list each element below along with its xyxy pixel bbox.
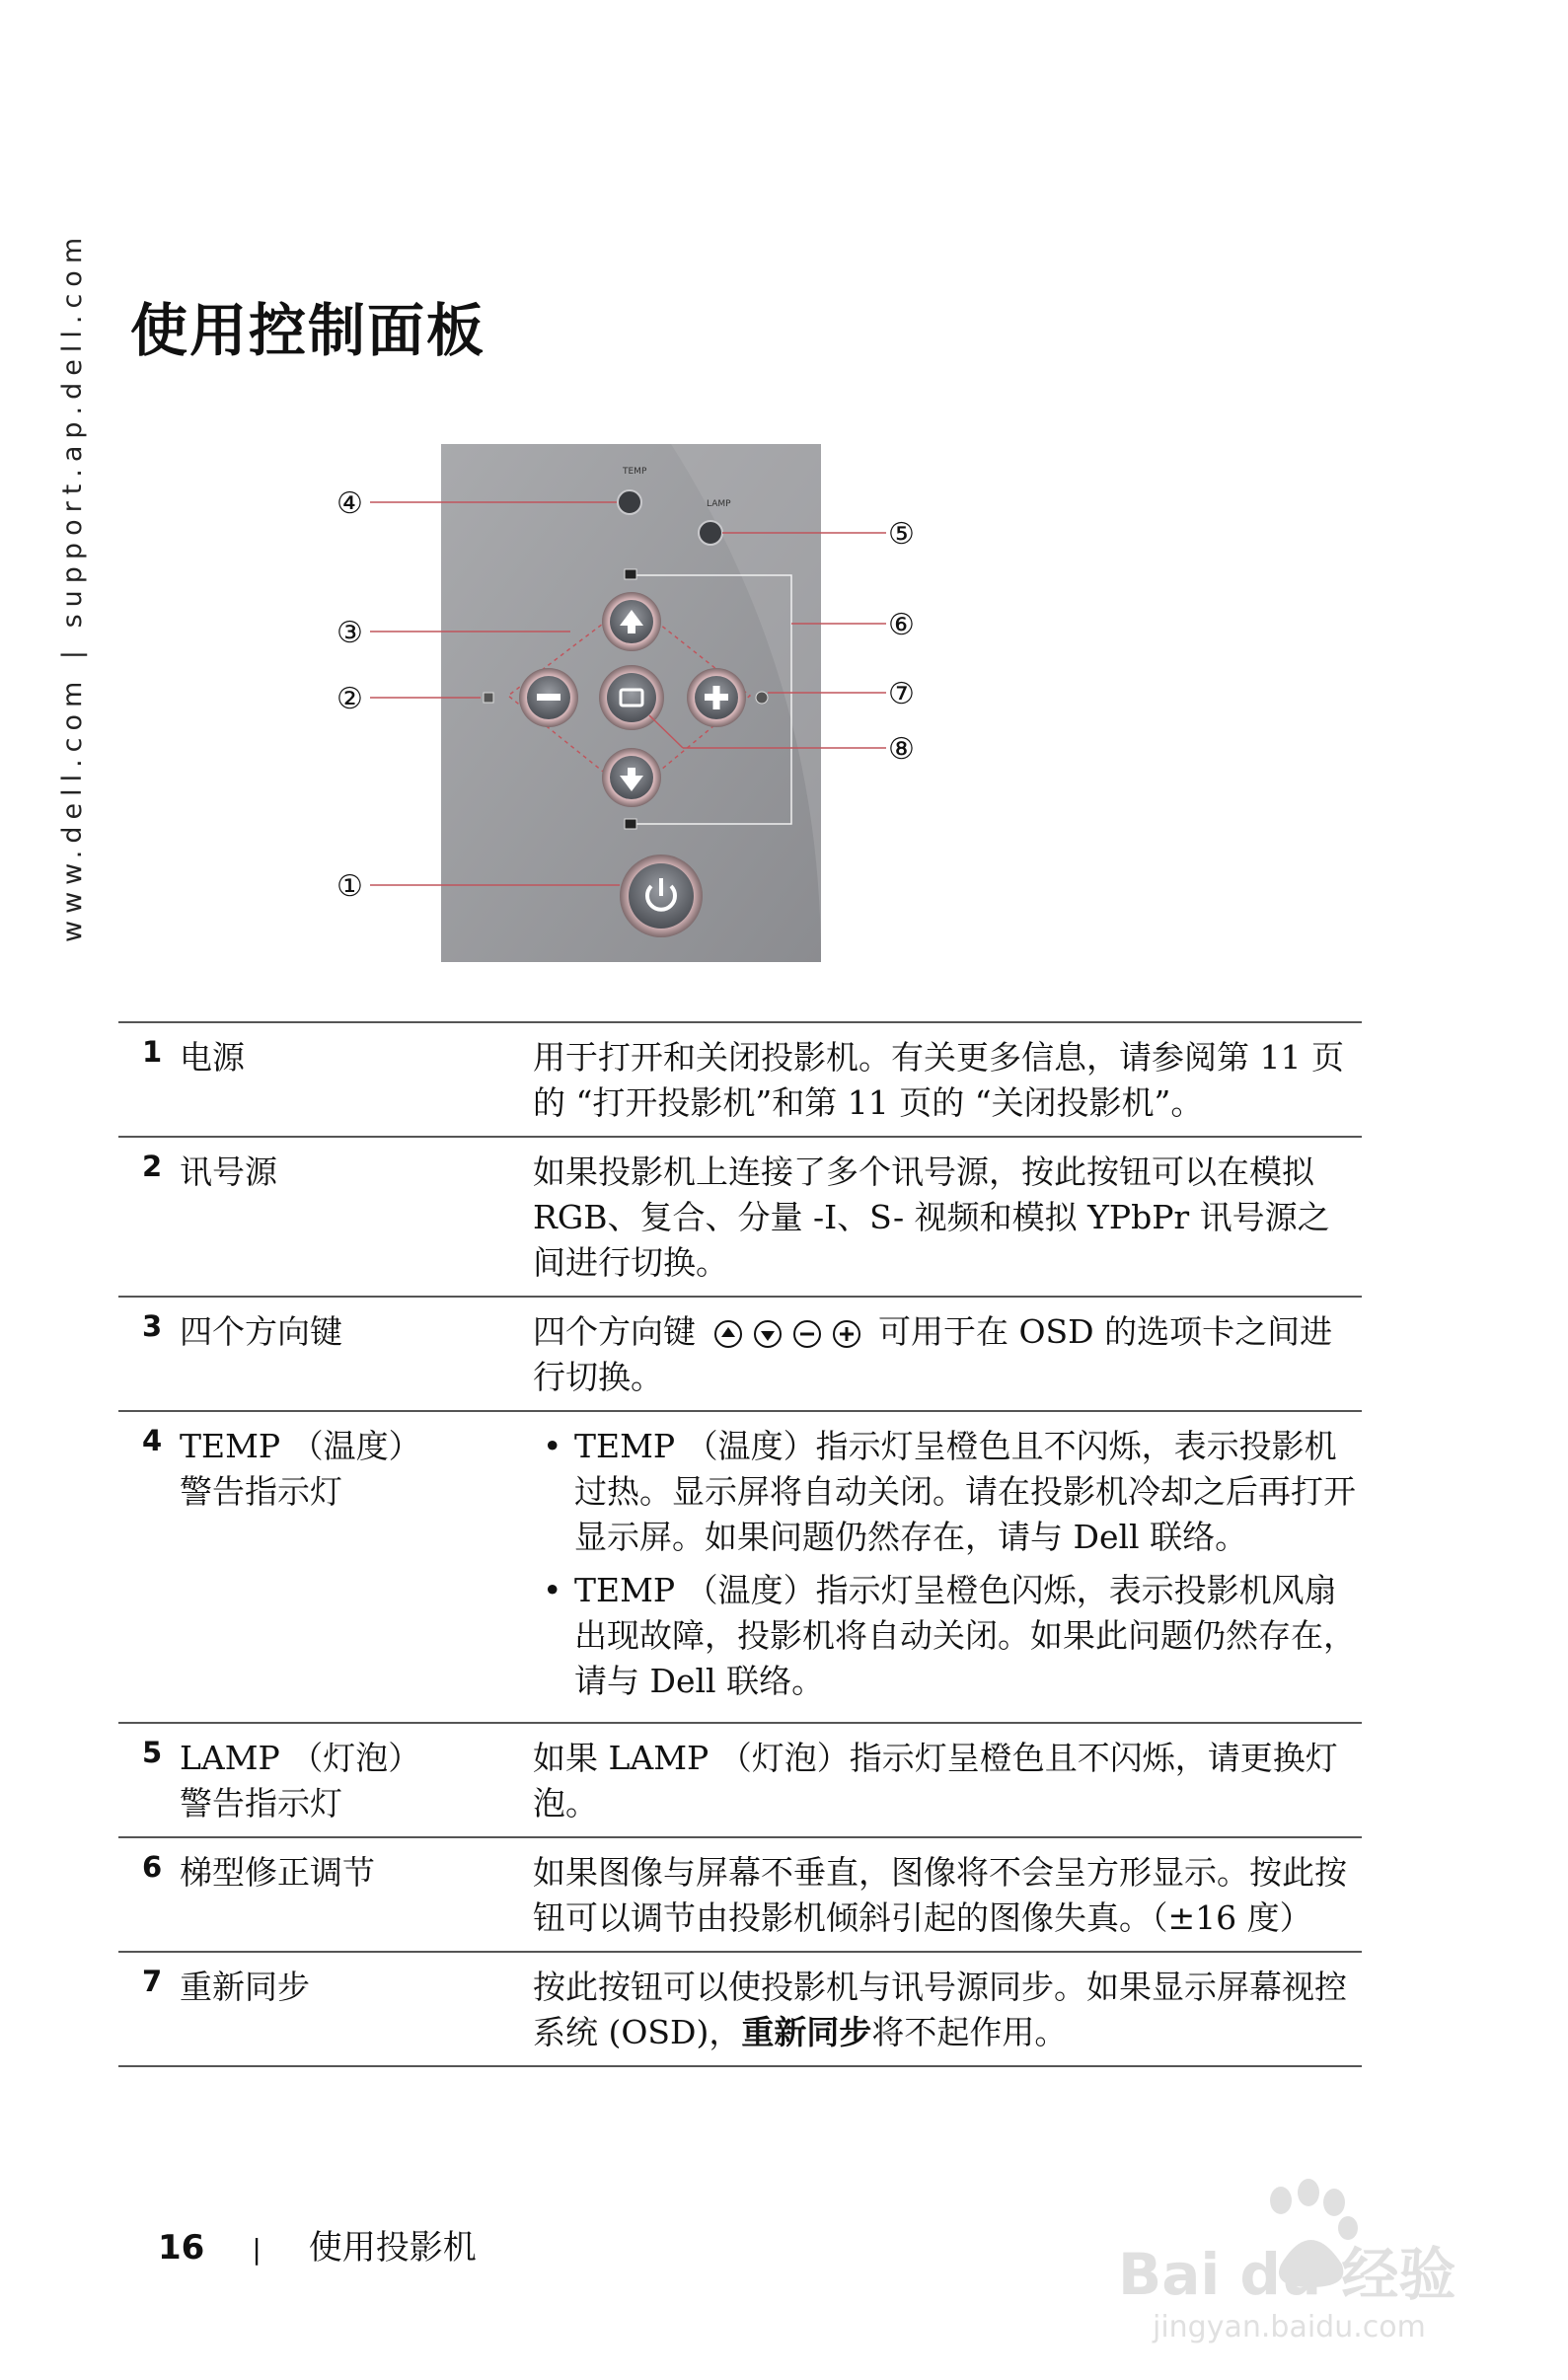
row-number: 6 bbox=[142, 1850, 163, 1884]
table-row bbox=[118, 1724, 1362, 1838]
baidu-watermark bbox=[1113, 2171, 1508, 2348]
watermark-brand: Bai du 经验 bbox=[1118, 2241, 1456, 2308]
control-panel-illustration bbox=[336, 434, 928, 987]
row-description bbox=[533, 1309, 1362, 1400]
row-number: 7 bbox=[142, 1965, 163, 1998]
callout-4: ④ bbox=[336, 486, 363, 521]
page-footer bbox=[158, 2220, 477, 2268]
plus-circle-icon bbox=[831, 1318, 862, 1350]
row-description: 用于打开和关闭投影机。有关更多信息，请参阅第 11 页的 “打开投影机”和第 11 页的 “关闭投影机”。 bbox=[533, 1038, 1344, 1122]
desc-text-before: 按此按钮可以使投影机与讯号源同步。如果显示屏幕视控系统 (OSD)， bbox=[533, 1968, 1347, 2051]
table-row bbox=[118, 1023, 1362, 1138]
table-row bbox=[118, 1953, 1362, 2067]
table-row bbox=[118, 1298, 1362, 1412]
row-description: 如果图像与屏幕不垂直，图像将不会呈方形显示。按此按钮可以调节由投影机倾斜引起的图像失真。（±16 度） bbox=[533, 1853, 1347, 1937]
control-panel-figure bbox=[336, 434, 928, 987]
resync-icon bbox=[756, 692, 768, 704]
table-row bbox=[118, 1138, 1362, 1298]
callout-1: ① bbox=[336, 869, 363, 904]
desc-text-after: 将不起作用。 bbox=[871, 2013, 1068, 2051]
row-name: 讯号源 bbox=[180, 1153, 277, 1191]
row-number: 5 bbox=[142, 1736, 163, 1769]
down-circle-icon bbox=[752, 1318, 784, 1350]
keystone-top-icon bbox=[625, 569, 636, 579]
row-number: 4 bbox=[142, 1424, 163, 1457]
callout-6: ⑥ bbox=[888, 608, 915, 642]
row-name: TEMP （温度） 警告指示灯 bbox=[180, 1427, 421, 1511]
table-row bbox=[118, 1838, 1362, 1953]
row-name: 重新同步 bbox=[180, 1968, 310, 2006]
callout-7: ⑦ bbox=[888, 677, 915, 711]
bullet-item: • TEMP （温度）指示灯呈橙色闪烁，表示投影机风扇出现故障，投影机将自动关闭。如果此问题仍然存在，请与 Dell 联络。 bbox=[533, 1568, 1356, 1704]
row-description: 如果 LAMP （灯泡）指示灯呈橙色且不闪烁，请更换灯泡。 bbox=[533, 1739, 1338, 1822]
desc-bold-term: 重新同步 bbox=[741, 2013, 872, 2051]
row-description bbox=[533, 1424, 1362, 1712]
up-circle-icon bbox=[712, 1318, 744, 1350]
desc-text-before: 四个方向键 bbox=[533, 1312, 696, 1351]
row-number: 1 bbox=[142, 1035, 163, 1069]
bullet-item: • TEMP （温度）指示灯呈橙色且不闪烁，表示投影机过热。显示屏将自动关闭。请在投影机冷却之后再打开显示屏。如果问题仍然存在，请与 Dell 联络。 bbox=[533, 1424, 1356, 1560]
minus-icon bbox=[537, 694, 560, 701]
page-number: 16 bbox=[158, 2228, 205, 2268]
side-url: www.dell.com | support.ap.dell.com bbox=[57, 230, 88, 942]
callout-3: ③ bbox=[336, 616, 363, 650]
row-name: LAMP （灯泡） 警告指示灯 bbox=[180, 1739, 421, 1822]
callout-5: ⑤ bbox=[888, 517, 915, 552]
plus-icon bbox=[713, 686, 720, 709]
footer-separator: | bbox=[252, 2233, 261, 2266]
watermark-url: jingyan.baidu.com bbox=[1153, 2310, 1426, 2344]
row-description: 如果投影机上连接了多个讯号源，按此按钮可以在模拟 RGB、复合、分量 -I、S- 视频和模拟 YPbPr 讯号源之间进行切换。 bbox=[533, 1153, 1330, 1282]
row-name: 四个方向键 bbox=[180, 1312, 342, 1351]
baidu-paw-icon bbox=[1113, 2171, 1508, 2348]
page-title: 使用控制面板 bbox=[130, 297, 486, 364]
row-name: 电源 bbox=[180, 1038, 245, 1077]
source-icon bbox=[484, 693, 493, 703]
table-row bbox=[118, 1412, 1362, 1724]
temp-indicator bbox=[618, 490, 641, 514]
row-number: 3 bbox=[142, 1309, 163, 1343]
bullet-list bbox=[533, 1424, 1356, 1704]
row-number: 2 bbox=[142, 1150, 163, 1183]
desc-text-after: 可用于在 OSD 的选项卡之间进行切换。 bbox=[533, 1312, 1333, 1396]
row-name: 梯型修正调节 bbox=[180, 1853, 375, 1892]
description-table bbox=[118, 1021, 1362, 2067]
callout-2: ② bbox=[336, 682, 363, 716]
direction-icons bbox=[712, 1318, 862, 1350]
row-description bbox=[533, 1965, 1362, 2055]
minus-circle-icon bbox=[791, 1318, 823, 1350]
lamp-label: LAMP bbox=[707, 499, 731, 509]
footer-section: 使用投影机 bbox=[308, 2228, 477, 2268]
temp-label: TEMP bbox=[623, 467, 647, 477]
menu-button bbox=[607, 673, 656, 722]
lamp-indicator bbox=[699, 521, 722, 545]
keystone-bottom-icon bbox=[625, 819, 636, 829]
callout-8: ⑧ bbox=[888, 732, 915, 767]
